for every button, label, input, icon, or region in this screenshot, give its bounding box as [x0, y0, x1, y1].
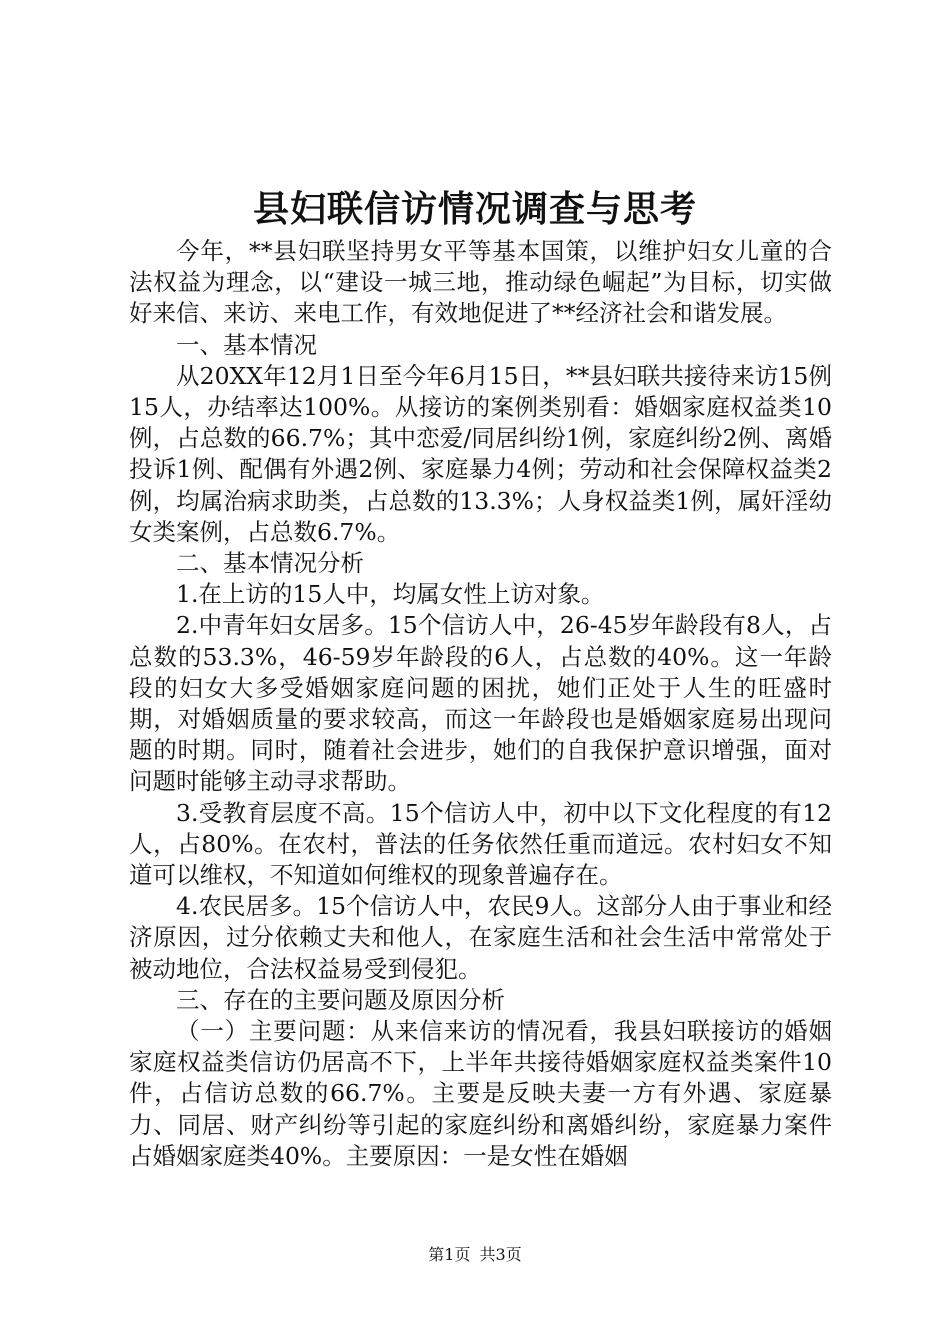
- paragraph-intro: 今年，**县妇联坚持男女平等基本国策，以维护妇女儿童的合法权益为理念，以“建设一城三地，推动绿色崛起”为目标，切实做好来信、来访、来电工作，有效地促进了**经济社会和谐发展。: [129, 237, 832, 328]
- document-title: 县妇联信访情况调查与思考: [252, 188, 697, 230]
- document-body: [129, 236, 832, 1172]
- page-total: 共3页: [479, 1245, 522, 1264]
- paragraph-problems-1: （一）主要问题：从来信来访的情况看，我县妇联接访的婚姻家庭权益类信访仍居高不下，上半年共接待婚姻家庭权益类案件10件，占信访总数的66.7%。主要是反映夫妻一方有外遇、家庭暴力、同居、财产纠纷等引起的家庭纠纷和离婚纠纷，家庭暴力案件占婚姻家庭类40%。主要原因：一是女性在婚姻: [129, 1017, 832, 1170]
- page-footer: [0, 1244, 950, 1266]
- paragraph-analysis-1: 1.在上访的15人中，均属女性上访对象。: [176, 580, 605, 609]
- paragraph-analysis-3: 3.受教育层度不高。15个信访人中，初中以下文化程度的有12人，占80%。在农村，普法的任务依然任重而道远。农村妇女不知道可以维权，不知道如何维权的现象普遍存在。: [129, 798, 832, 890]
- paragraph-analysis-4: 4.农民居多。15个信访人中，农民9人。这部分人由于事业和经济原因，过分依赖丈夫和他人，在家庭生活和社会生活中常常处于被动地位，合法权益易受到侵犯。: [129, 892, 832, 983]
- paragraph-basic-situation: 从20XX年12月1日至今年6月15日，**县妇联共接待来访15例15人，办结率达100%。从接访的案例类别看：婚姻家庭权益类10例，占总数的66.7%；其中恋爱/同居纠纷1例，家庭纠纷2例、离婚投诉1例、配偶有外遇2例、家庭暴力4例；劳动和社会保障权益类2例，均属治病求助类，占总数的13.3%；人身权益类1例，属奸淫幼女类案例，占总数6.7%。: [129, 361, 832, 546]
- section-heading-basic-situation: 一、基本情况: [176, 330, 317, 359]
- section-heading-analysis: 二、基本情况分析: [176, 549, 364, 578]
- page-number: 第1页: [428, 1245, 471, 1264]
- section-heading-problems: 三、存在的主要问题及原因分析: [176, 985, 505, 1014]
- paragraph-analysis-2: 2.中青年妇女居多。15个信访人中，26-45岁年龄段有8人，占总数的53.3%，46-59岁年龄段的6人，占总数的40%。这一年龄段的妇女大多受婚姻家庭问题的困扰，她们正处于人生的旺盛时期，对婚姻质量的要求较高，而这一年龄段也是婚姻家庭易出现问题的时期。同时，随着社会进步，她们的自我保护意识增强，面对问题时能够主动寻求帮助。: [129, 611, 832, 796]
